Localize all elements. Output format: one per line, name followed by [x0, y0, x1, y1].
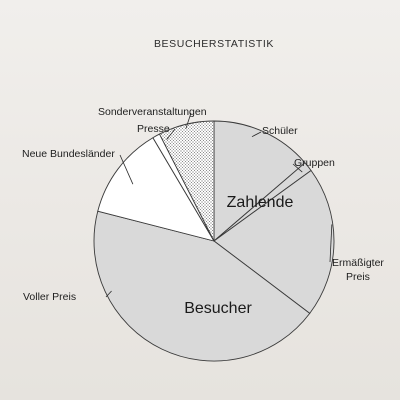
label-gruppen: Gruppen	[294, 157, 335, 169]
chart-title: BESUCHERSTATISTIK	[153, 38, 275, 50]
annotation-zahlende: Zahlende	[226, 194, 294, 211]
annotation-besucher: Besucher	[184, 300, 252, 317]
label-voller-preis: Voller Preis	[23, 291, 77, 303]
label-sonderveranstaltungen: Sonderveranstaltungen	[98, 106, 207, 118]
label-ermaessigter-preis: Ermäßigter Preis	[332, 257, 384, 283]
label-presse: Presse	[137, 123, 170, 135]
label-schueler: Schüler	[262, 125, 298, 137]
label-neue-bundeslaender: Neue Bundesländer	[22, 148, 115, 160]
